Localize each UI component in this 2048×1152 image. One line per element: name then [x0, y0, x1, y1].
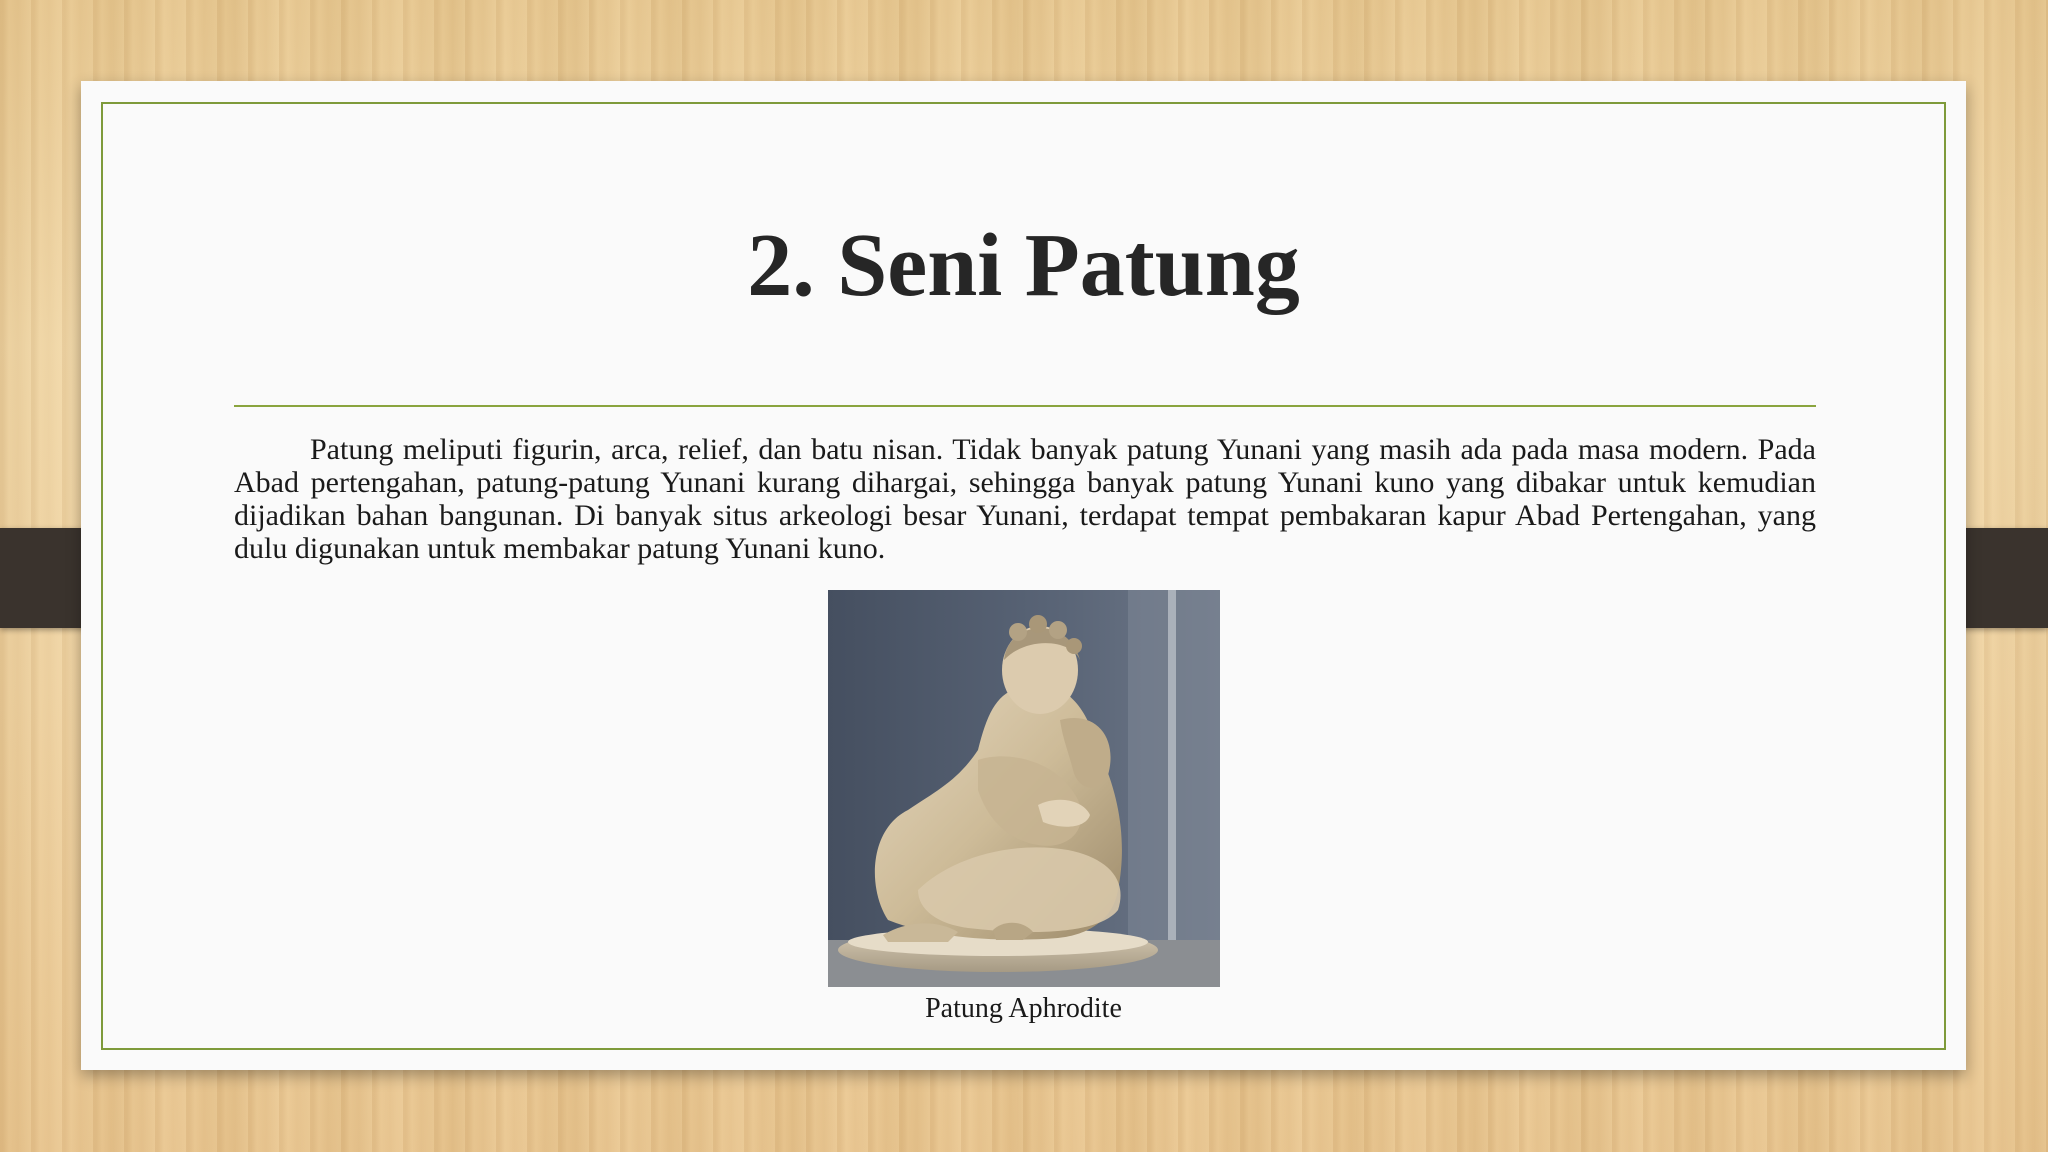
- title-divider: [234, 405, 1816, 407]
- slide-title: 2. Seni Patung: [747, 216, 1300, 315]
- statue-illustration: [828, 590, 1220, 987]
- body-paragraph: Patung meliputi figurin, arca, relief, dan batu nisan. Tidak banyak patung Yunani yang masih ada pada masa modern. Pada Abad pertengahan, patung-patung Yunani kurang dihargai, sehingga banyak patung Yunani kuno yang dibakar untuk kemudian dijadikan bahan bangunan. Di banyak situs arkeologi besar Yunani, terdapat tempat pembakaran kapur Abad Pertengahan, yang dulu digunakan untuk membakar patung Yunani kuno.: [234, 433, 1816, 565]
- slide-card: [81, 81, 1966, 1070]
- aphrodite-statue-image: [828, 590, 1220, 987]
- image-caption: Patung Aphrodite: [925, 993, 1122, 1024]
